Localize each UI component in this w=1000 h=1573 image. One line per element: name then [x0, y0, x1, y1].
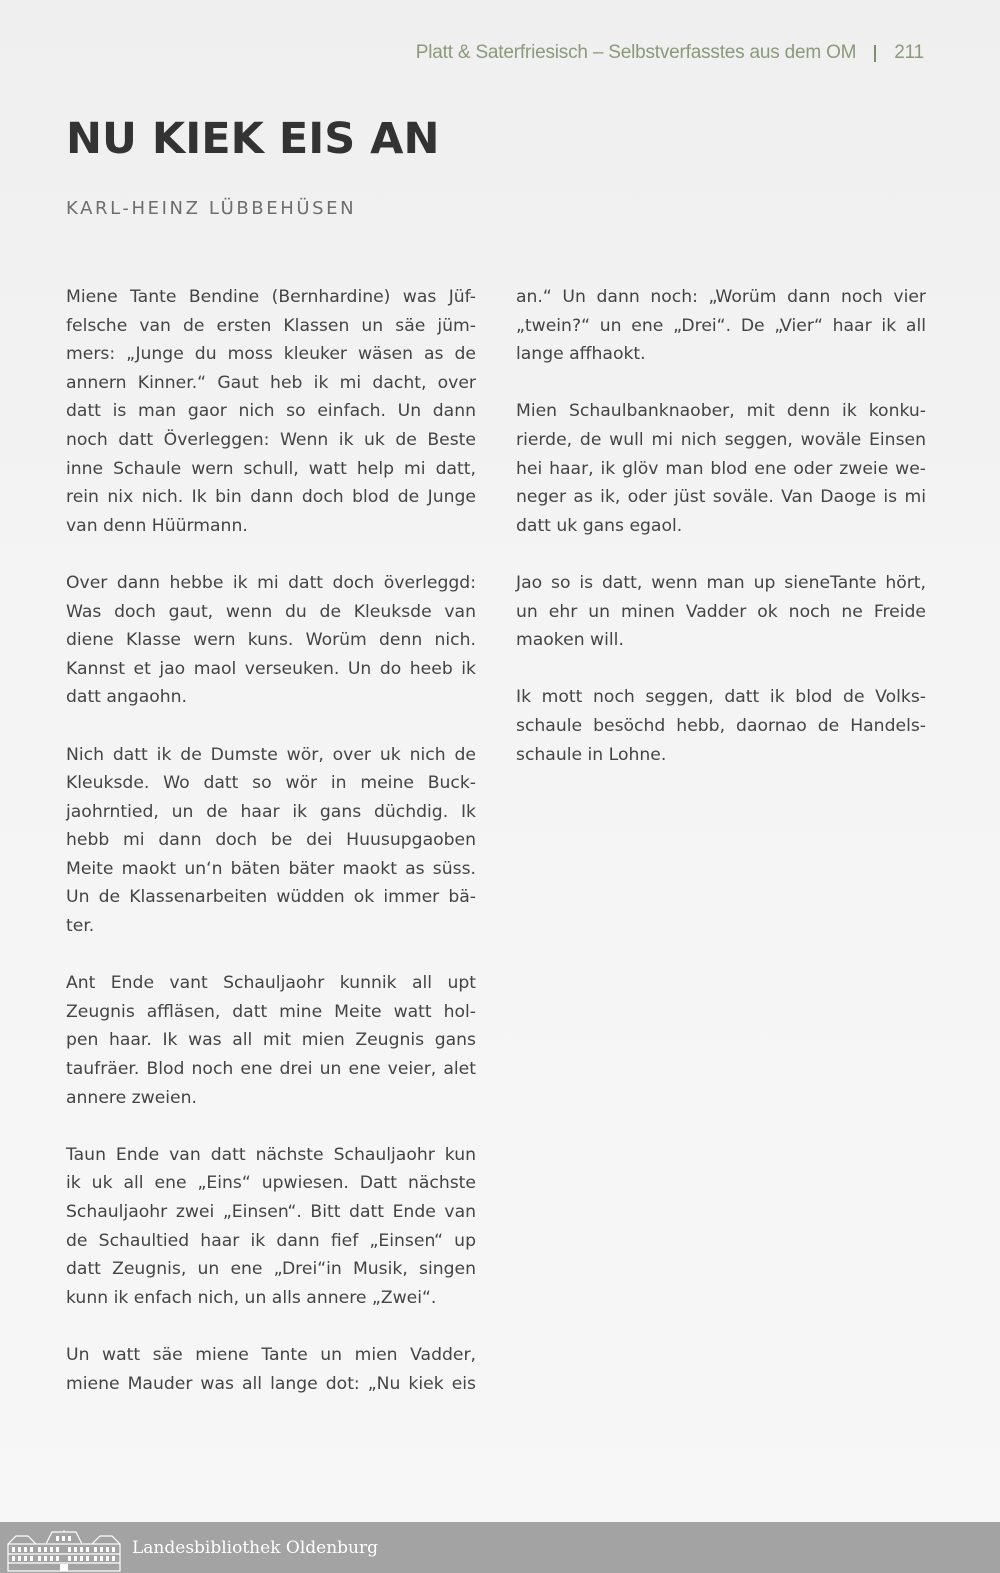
library-building-logo — [6, 1528, 122, 1572]
text-line: schaule besöchd hebb, daornao de Handels- — [516, 715, 926, 736]
paragraph — [66, 1141, 476, 1313]
text-line: Zeugnis affläsen, datt mine Meite watt hol- — [66, 1001, 476, 1022]
text-line: Schauljaohr zwei „Einsen“. Bitt datt Ende van — [66, 1202, 476, 1222]
text-line: Un de Klassenarbeiten wüdden ok immer bä- — [66, 887, 476, 908]
text-line: diene Klasse wern kuns. Worüm denn nich. — [66, 630, 476, 651]
text-line: datt is man gaor nich so einfach. Un dann — [66, 401, 476, 422]
paragraph — [516, 569, 926, 655]
text-line: ik uk all ene „Eins“ upwiesen. Datt nächste — [66, 1173, 476, 1194]
text-line: jaohrntied, un de haar ik gans düchdig. Ik — [66, 801, 476, 822]
text-line: Ik mott noch seggen, datt ik blod de Volks- — [516, 687, 926, 708]
paragraph — [516, 397, 926, 540]
text-line: noch datt Överleggen: Wenn ik uk de Beste — [66, 429, 476, 450]
paragraph — [66, 569, 476, 712]
text-line: Jao so is datt, wenn man up sieneTante hört, — [516, 572, 926, 593]
text-line: inne Schaule wern schull, watt help mi datt, — [66, 458, 476, 479]
article-title: NU KIEK EIS AN — [66, 114, 440, 164]
text-line: lange affhaokt. — [516, 344, 646, 365]
running-title: Platt & Saterfriesisch – Selbstverfasstes aus dem OM — [415, 42, 857, 63]
text-line: annere zweien. — [66, 1087, 197, 1108]
text-line: miene Mauder was all lange dot: „Nu kiek eis — [66, 1373, 476, 1394]
paragraph — [66, 1341, 476, 1398]
text-line: hebb mi dann doch be dei Huusupgaoben — [66, 830, 476, 851]
text-line: van denn Hüürmann. — [66, 515, 248, 536]
library-footer-bar — [0, 1522, 1000, 1573]
text-line: kunn ik enfach nich, un alls annere „Zwei“. — [66, 1287, 437, 1308]
text-line: taufräer. Blod noch ene drei un ene veier, alet — [66, 1059, 476, 1080]
text-line: de Schaultied haar ik dann fief „Einsen“ up — [66, 1230, 476, 1251]
text-line: un ehr un minen Vadder ok noch ne Freide — [516, 601, 926, 622]
paragraph — [66, 741, 476, 941]
left-column — [66, 283, 476, 1427]
text-line: Over dann hebbe ik mi datt doch överleggd: — [66, 572, 476, 593]
text-line: Was doch gaut, wenn du de Kleuksde van — [66, 601, 476, 622]
right-column — [516, 283, 926, 798]
text-line: Meite maokt un‘n bäten bäter maokt as süss. — [66, 858, 476, 879]
text-line: datt Zeugnis, un ene „Drei“in Musik, singen — [66, 1259, 476, 1280]
text-line: an.“ Un dann noch: „Worüm dann noch vier — [516, 287, 926, 307]
text-line: neger as ik, oder jüst soväle. Van Daoge is mi — [516, 487, 926, 508]
text-line: annern Kinner.“ Gaut heb ik mi dacht, over — [66, 372, 476, 393]
library-name: Landesbibliothek Oldenburg — [132, 1537, 379, 1558]
paragraph — [66, 969, 476, 1112]
text-line: rierde, de wull mi nich seggen, woväle Einsen — [516, 429, 926, 450]
page-number: 211 — [894, 42, 924, 63]
header-separator — [874, 45, 876, 62]
paragraph — [516, 283, 926, 369]
text-line: maoken will. — [516, 630, 624, 651]
text-line: Taun Ende van datt nächste Schauljaohr kun — [66, 1144, 476, 1165]
text-line: felsche van de ersten Klassen un säe jüm- — [66, 315, 476, 336]
text-line: Kannst et jao maol verseuken. Un do heeb ik — [66, 658, 476, 679]
text-line: hei haar, ik glöv man blod ene oder zweie we- — [516, 458, 926, 479]
running-header — [416, 42, 924, 64]
text-line: ter. — [66, 916, 95, 937]
text-line: pen haar. Ik was all mit mien Zeugnis gans — [66, 1030, 476, 1051]
paragraph — [66, 283, 476, 540]
text-line: datt uk gans egaol. — [516, 515, 683, 536]
article-author: KARL-HEINZ LÜBBEHÜSEN — [66, 198, 357, 219]
text-line: Un watt säe miene Tante un mien Vadder, — [66, 1344, 476, 1365]
text-line: mers: „Junge du moss kleuker wäsen as de — [66, 344, 476, 365]
text-line: Kleuksde. Wo datt so wör in meine Buck- — [66, 773, 476, 794]
text-line: schaule in Lohne. — [516, 744, 667, 765]
text-line: Nich datt ik de Dumste wör, over uk nich de — [66, 744, 476, 765]
text-line: rein nix nich. Ik bin dann doch blod de Junge — [66, 487, 476, 508]
paragraph — [516, 683, 926, 769]
text-line: Miene Tante Bendine (Bernhardine) was Jüf- — [66, 287, 476, 307]
text-line: datt angaohn. — [66, 687, 188, 708]
text-line: Mien Schaulbanknaober, mit denn ik konku- — [516, 401, 926, 422]
text-line: „twein?“ un ene „Drei“. De „Vier“ haar ik all — [516, 315, 926, 336]
text-line: Ant Ende vant Schauljaohr kunnik all upt — [66, 973, 476, 994]
